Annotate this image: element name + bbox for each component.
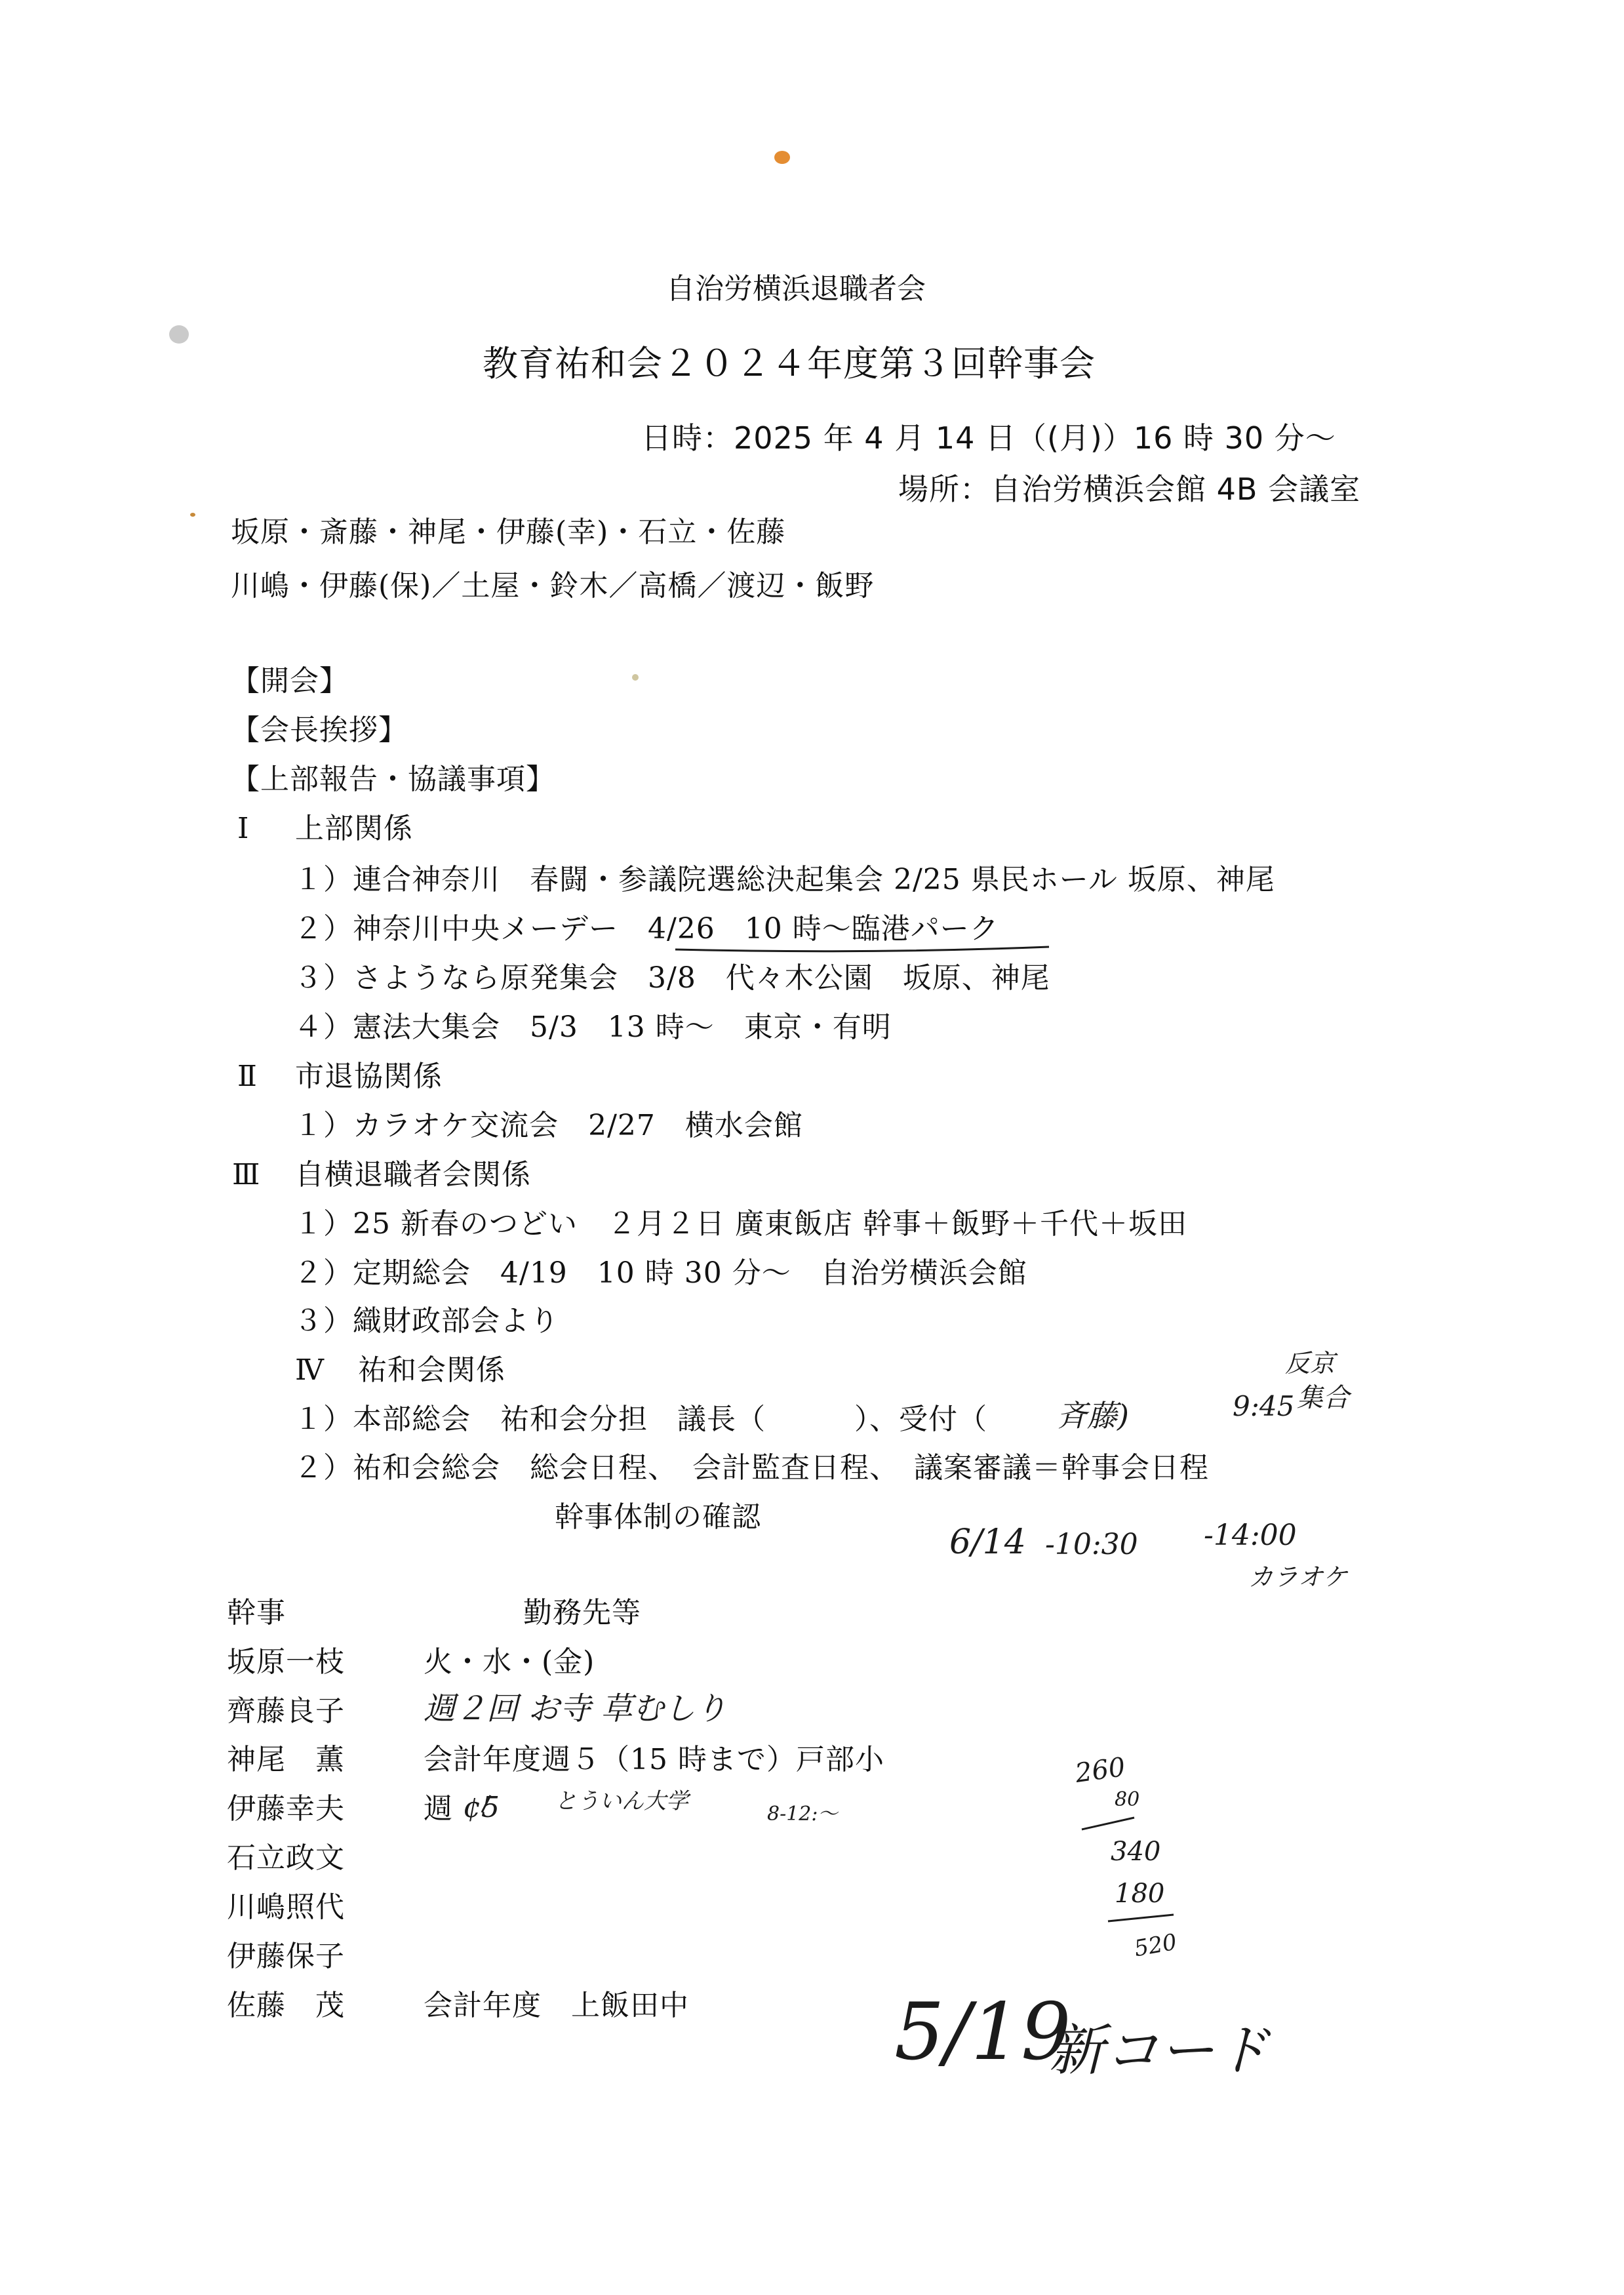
- handwritten-schedule-date: 6/14: [949, 1523, 1026, 1562]
- section-numeral: Ⅳ: [295, 1353, 325, 1387]
- greeting-heading: 【会長挨拶】: [231, 713, 408, 747]
- handwritten-calc: 520: [1132, 1928, 1179, 1963]
- agenda-item: ３）さようなら原発集会 3/8 代々木公園 坂原、神尾: [294, 961, 1050, 995]
- section-numeral: Ⅱ: [237, 1060, 258, 1093]
- handwritten-calc: 340: [1111, 1837, 1161, 1867]
- handwritten-schedule-start: -10:30: [1045, 1528, 1138, 1561]
- section-title: 祐和会関係: [358, 1353, 505, 1387]
- section-numeral: Ⅲ: [232, 1158, 261, 1191]
- agenda-item: ４）憲法大集会 5/3 13 時～ 東京・有明: [294, 1010, 892, 1044]
- handwritten-ito-place: とういん大学: [555, 1788, 688, 1814]
- handwritten-note-bottom: 集合: [1297, 1383, 1349, 1413]
- agenda-item-extra: 幹事体制の確認: [555, 1500, 761, 1534]
- handwritten-calc: 180: [1115, 1879, 1165, 1909]
- officer-name: 伊藤保子: [227, 1940, 345, 1973]
- tiny-speck: [632, 674, 639, 681]
- officers-heading-work: 勤務先等: [523, 1596, 641, 1629]
- officer-name: 齊藤良子: [227, 1694, 345, 1728]
- orange-stain: [774, 151, 790, 164]
- handwritten-time: 9:45: [1233, 1390, 1295, 1422]
- agenda-item: １）本部総会 祐和会分担 議長（ ）、受付（: [294, 1403, 987, 1436]
- attendees-line-1: 坂原・斎藤・神尾・伊藤(幸)・石立・佐藤: [231, 515, 786, 549]
- officer-work: 週: [424, 1792, 453, 1826]
- agenda-item: ２）定期総会 4/19 10 時 30 分～ 自治労横浜会館: [294, 1256, 1027, 1290]
- handwritten-calc: 80: [1115, 1788, 1140, 1811]
- section-title: 市退協関係: [295, 1060, 443, 1093]
- officers-heading-name: 幹事: [227, 1596, 286, 1629]
- agenda-item: ２）祐和会総会 総会日程、 会計監査日程、 議案審議＝幹事会日程: [294, 1451, 1209, 1485]
- document-title: 教育祐和会２０２４年度第３回幹事会: [483, 343, 1096, 384]
- handwritten-schedule-end: -14:00: [1204, 1519, 1297, 1552]
- handwritten-calc: 260: [1073, 1751, 1128, 1789]
- handwritten-ito-number: ¢5: [463, 1791, 500, 1824]
- section-numeral: Ⅰ: [237, 812, 250, 845]
- officer-name: 坂原一枝: [227, 1645, 345, 1679]
- handwritten-bottom-date: 5/19: [894, 1987, 1071, 2078]
- section-title: 自横退職者会関係: [295, 1158, 531, 1191]
- agenda-item: ３）織財政部会より: [294, 1304, 559, 1338]
- meeting-place: 場所：自治労横浜会館 4B 会議室: [898, 471, 1361, 507]
- agenda-item: １）カラオケ交流会 2/27 横水会館: [294, 1109, 803, 1142]
- officer-work: 会計年度週５（15 時まで）戸部小: [424, 1743, 884, 1776]
- handwritten-reception-name: 斉藤): [1057, 1398, 1129, 1433]
- handwritten-bottom-note: 新コード: [1049, 2018, 1270, 2083]
- organization-name: 自治労横浜退職者会: [666, 272, 926, 306]
- handwritten-karaoke: カラオケ: [1248, 1563, 1348, 1591]
- handwritten-note-top: 反京: [1285, 1349, 1336, 1378]
- officer-name: 伊藤幸夫: [227, 1792, 345, 1826]
- officer-work: 会計年度 上飯田中: [424, 1989, 689, 2022]
- agenda-item: １）25 新春のつどい ２月２日 廣東飯店 幹事＋飯野＋千代＋坂田: [294, 1207, 1187, 1241]
- agenda-item: １）連合神奈川 春闘・参議院選総決起集会 2/25 県民ホール 坂原、神尾: [294, 863, 1275, 896]
- officer-name: 川嶋照代: [227, 1890, 345, 1924]
- officer-name: 佐藤 茂: [227, 1989, 345, 2022]
- opening-heading: 【開会】: [231, 664, 349, 698]
- meeting-datetime: 日時：2025 年 4 月 14 日（(月)）16 時 30 分～: [641, 420, 1336, 456]
- officer-name: 石立政文: [227, 1841, 345, 1875]
- officer-name: 神尾 薫: [227, 1743, 345, 1776]
- tiny-speck: [190, 513, 195, 517]
- section-title: 上部関係: [295, 812, 413, 845]
- agenda-item: ２）神奈川中央メーデー 4/26 10 時～臨港パーク: [294, 912, 999, 946]
- reports-heading: 【上部報告・協議事項】: [231, 763, 555, 796]
- attendees-line-2: 川嶋・伊藤(保)／土屋・鈴木／高橋／渡辺・飯野: [231, 569, 875, 603]
- handwritten-saito-work: 週２回 お寺 草むしり: [424, 1690, 727, 1727]
- officer-work: 火・水・(金): [424, 1645, 595, 1679]
- gray-smudge: [169, 325, 189, 344]
- handwritten-ito-hours: 8-12:～: [767, 1803, 838, 1826]
